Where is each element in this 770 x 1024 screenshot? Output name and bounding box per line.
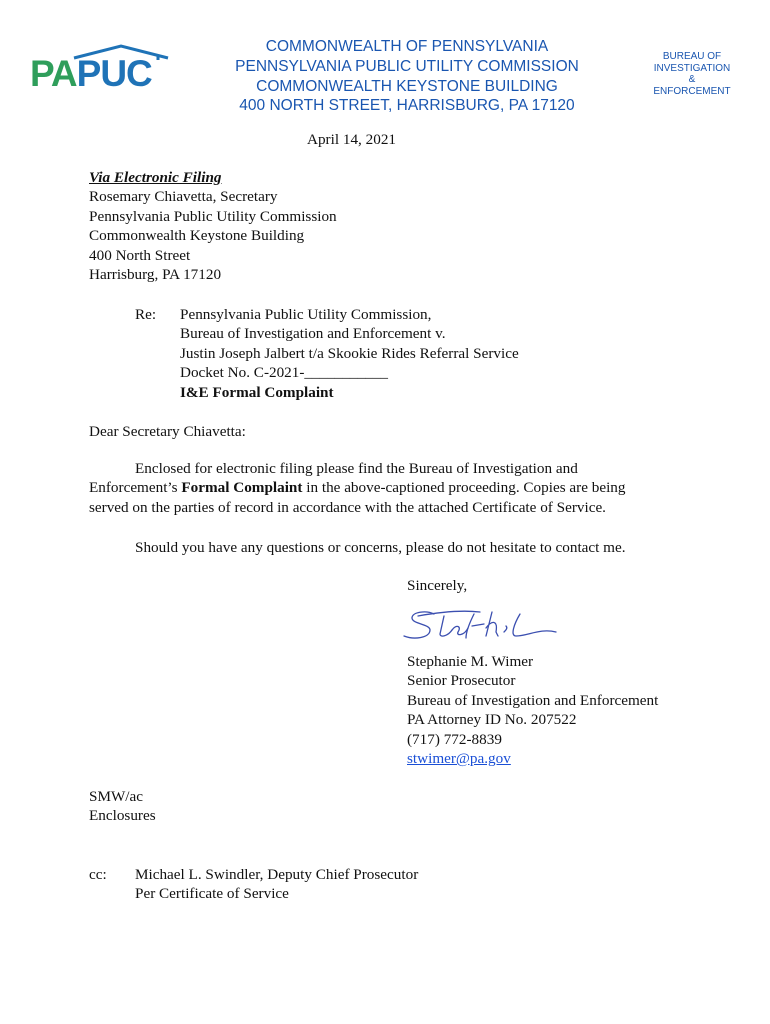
logo-puc: PUC — [76, 53, 152, 94]
bureau-line: & — [688, 74, 696, 86]
bureau-label — [640, 51, 744, 97]
signer-name: Stephanie M. Wimer — [407, 653, 534, 670]
signer-block — [407, 652, 658, 768]
text-span: in the above-captioned proceeding. Copies are being — [302, 479, 626, 497]
handwritten-signature — [400, 602, 560, 646]
re-line: Pennsylvania Public Utility Commission, — [180, 306, 432, 323]
re-title: I&E Formal Complaint — [180, 383, 334, 401]
bureau-line: ENFORCEMENT — [653, 85, 731, 97]
bureau-line: INVESTIGATION — [653, 62, 731, 74]
recipient-line: 400 North Street — [89, 246, 191, 264]
paragraph-line: served on the parties of record in accordance with the attached Certificate of Service. — [89, 498, 606, 516]
cc-block — [135, 865, 418, 904]
org-line: COMMONWEALTH OF PENNSYLVANIA — [265, 38, 549, 55]
bold-text: Formal Complaint — [181, 479, 303, 497]
logo-wordmark — [30, 52, 152, 96]
salutation: Dear Secretary Chiavetta: — [89, 423, 246, 440]
re-line: Bureau of Investigation and Enforcement v. — [180, 325, 446, 343]
signer-title: Senior Prosecutor — [407, 672, 516, 690]
email-link[interactable]: stwimer@pa.gov — [407, 750, 511, 768]
letterhead-address — [212, 37, 602, 116]
cc-line: Per Certificate of Service — [135, 885, 289, 903]
letter-date: April 14, 2021 — [307, 131, 397, 148]
org-line: 400 NORTH STREET, HARRISBURG, PA 17120 — [239, 97, 575, 115]
recipient-line: Pennsylvania Public Utility Commission — [89, 207, 337, 225]
re-block — [180, 305, 519, 402]
typist-initials — [89, 787, 156, 826]
text-span: Enforcement’s — [89, 479, 182, 497]
phone-number: (717) 772-8839 — [407, 730, 502, 748]
attorney-id: PA Attorney ID No. 207522 — [407, 711, 577, 729]
bureau-line: BUREAU OF — [662, 51, 722, 62]
paragraph-line — [89, 478, 625, 497]
re-line: Justin Joseph Jalbert t/a Skookie Rides Referral Service — [180, 344, 519, 362]
body-paragraph-1 — [89, 459, 625, 517]
recipient-line: Rosemary Chiavetta, Secretary — [89, 188, 278, 206]
papuc-logo — [28, 44, 168, 100]
initials: SMW/ac — [89, 788, 143, 805]
docket-number: Docket No. C-2021-___________ — [180, 364, 388, 382]
paragraph-line: Enclosed for electronic filing please find the Bureau of Investigation and — [135, 460, 578, 477]
enclosures-label: Enclosures — [89, 807, 156, 825]
recipient-line: Commonwealth Keystone Building — [89, 227, 305, 245]
logo-pa: PA — [30, 53, 77, 94]
org-line: PENNSYLVANIA PUBLIC UTILITY COMMISSION — [235, 57, 579, 75]
cc-line: Michael L. Swindler, Deputy Chief Prosecutor — [135, 866, 419, 883]
closing: Sincerely, — [407, 577, 468, 594]
re-label: Re: — [135, 306, 157, 323]
recipient-block — [89, 168, 337, 284]
org-line: COMMONWEALTH KEYSTONE BUILDING — [256, 77, 558, 95]
body-paragraph-2: Should you have any questions or concerns, please do not hesitate to contact me. — [135, 539, 626, 556]
cc-label: cc: — [89, 866, 107, 883]
signer-bureau: Bureau of Investigation and Enforcement — [407, 691, 659, 709]
delivery-method: Via Electronic Filing — [89, 169, 222, 186]
recipient-line: Harrisburg, PA 17120 — [89, 266, 222, 284]
